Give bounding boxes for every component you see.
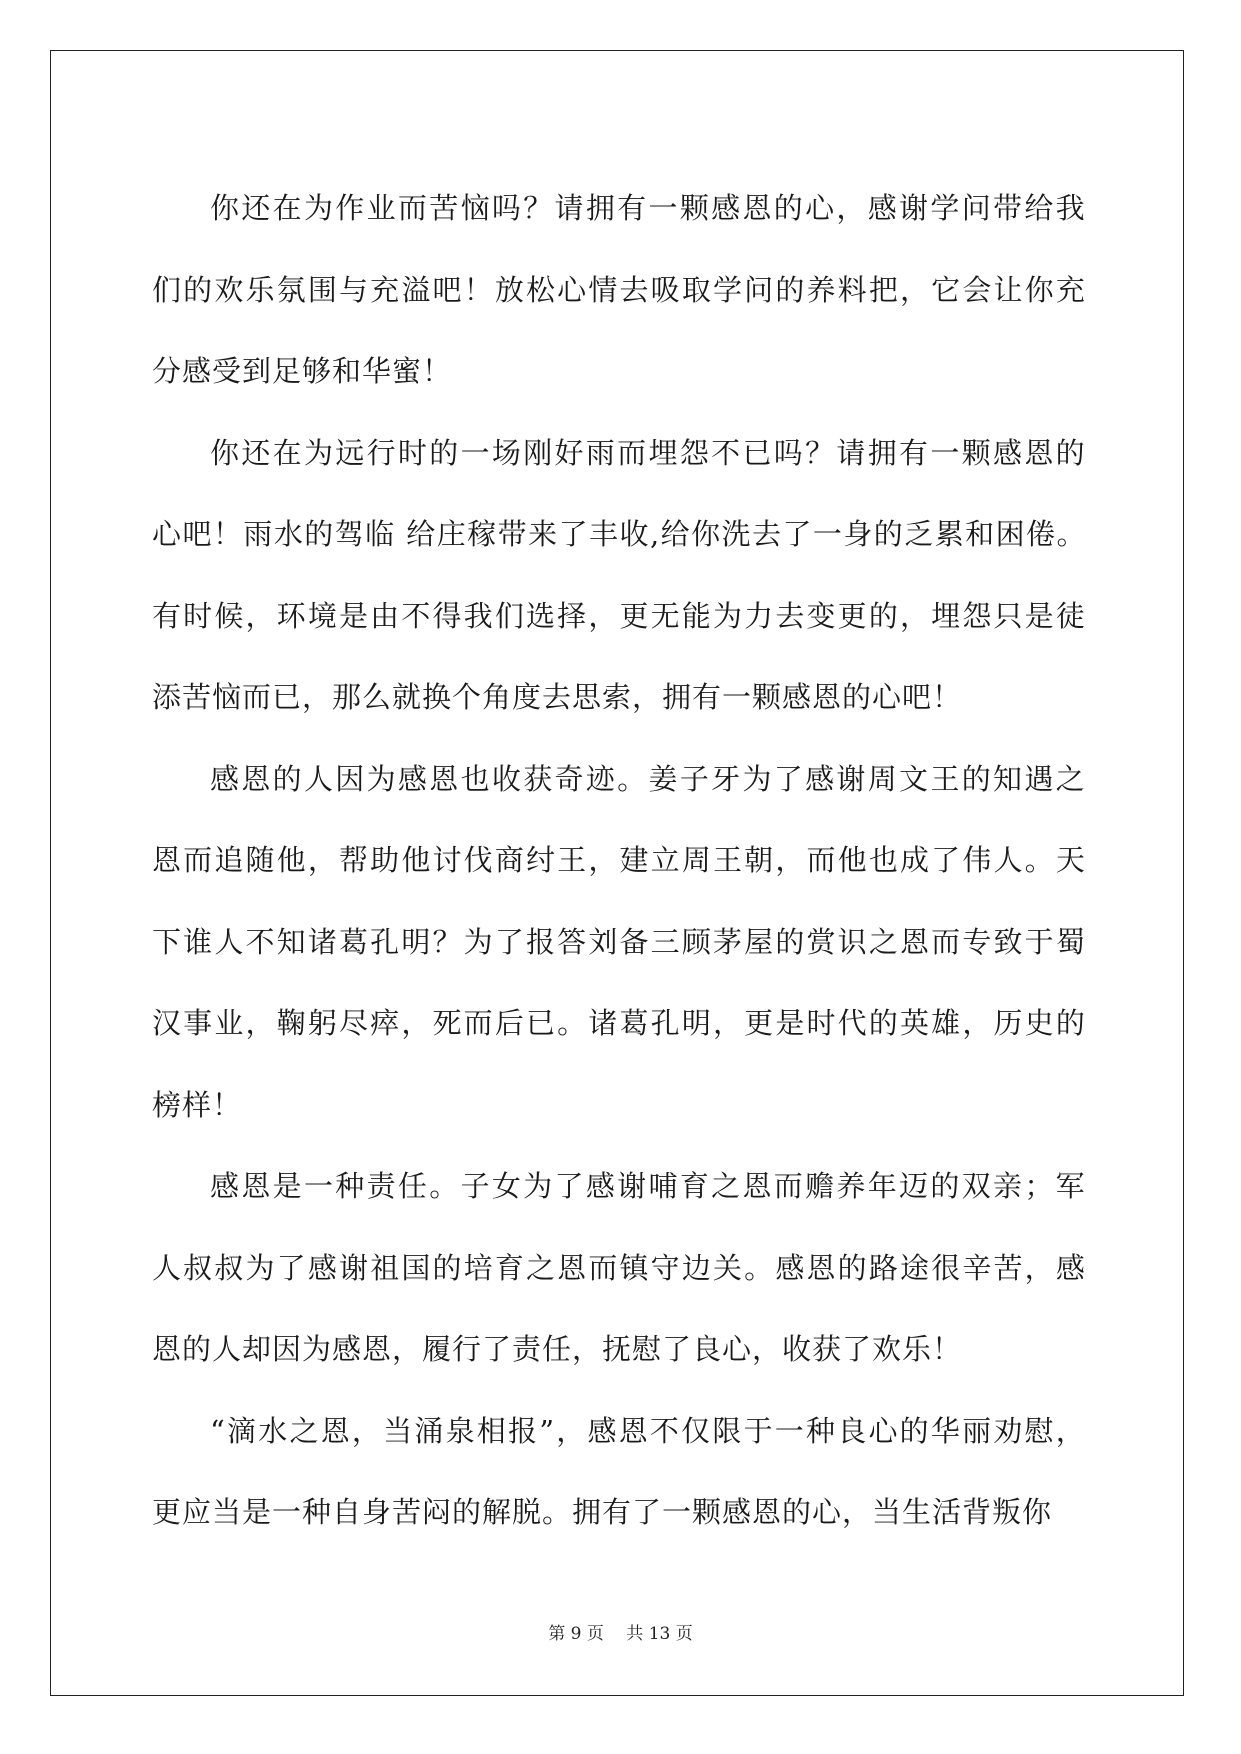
text-line: “滴水之恩，当涌泉相报”，感恩不仅限于一种良心的华丽劝慰， [210, 1413, 1087, 1448]
text-line: 下谁人不知诸葛孔明？为了报答刘备三顾茅屋的赏识之恩而专致于蜀 [152, 924, 1087, 959]
text-line: 添苦恼而已，那么就换个角度去思索，拥有一颗感恩的心吧！ [152, 680, 963, 714]
document-body [152, 168, 1087, 1554]
paragraph-4 [152, 1146, 1087, 1391]
text-line: 人叔叔为了感谢祖国的培育之恩而镇守边关。感恩的路途很辛苦，感 [152, 1250, 1087, 1285]
text-line: 心吧！雨水的驾临 给庄稼带来了丰收,给你洗去了一身的乏累和困倦。 [152, 517, 1087, 551]
text-line: 汉事业，鞠躬尽瘁，死而后已。诸葛孔明，更是时代的英雄，历史的 [152, 1006, 1087, 1040]
text-line: 你还在为远行时的一场刚好雨而埋怨不已吗？请拥有一颗感恩的 [210, 435, 1087, 470]
text-line: 更应当是一种自身苦闷的解脱。拥有了一颗感恩的心，当生活背叛你 [152, 1495, 1053, 1529]
paragraph-1 [152, 168, 1087, 413]
text-line: 有时候，环境是由不得我们选择，更无能为力去变更的，埋怨只是徒 [152, 598, 1087, 633]
text-line: 们的欢乐氛围与充溢吧！放松心情去吸取学问的养料把，它会让你充 [152, 272, 1087, 307]
text-line: 感恩是一种责任。子女为了感谢哺育之恩而赡养年迈的双亲；军 [210, 1169, 1087, 1203]
text-line: 恩而追随他，帮助他讨伐商纣王，建立周王朝，而他也成了伟人。天 [152, 843, 1087, 877]
text-line: 你还在为作业而苦恼吗？请拥有一颗感恩的心，感谢学问带给我 [210, 191, 1087, 225]
paragraph-2 [152, 413, 1087, 739]
text-line: 分感受到足够和华蜜！ [152, 354, 453, 388]
text-line: 榜样！ [152, 1087, 243, 1122]
paragraph-5 [152, 1391, 1087, 1554]
page-number-footer: 第 9 页 共 13 页 [548, 1624, 693, 1644]
paragraph-3 [152, 739, 1087, 1147]
text-line: 恩的人却因为感恩，履行了责任，抚慰了良心，收获了欢乐！ [152, 1332, 963, 1366]
text-line: 感恩的人因为感恩也收获奇迹。姜子牙为了感谢周文王的知遇之 [210, 761, 1087, 796]
